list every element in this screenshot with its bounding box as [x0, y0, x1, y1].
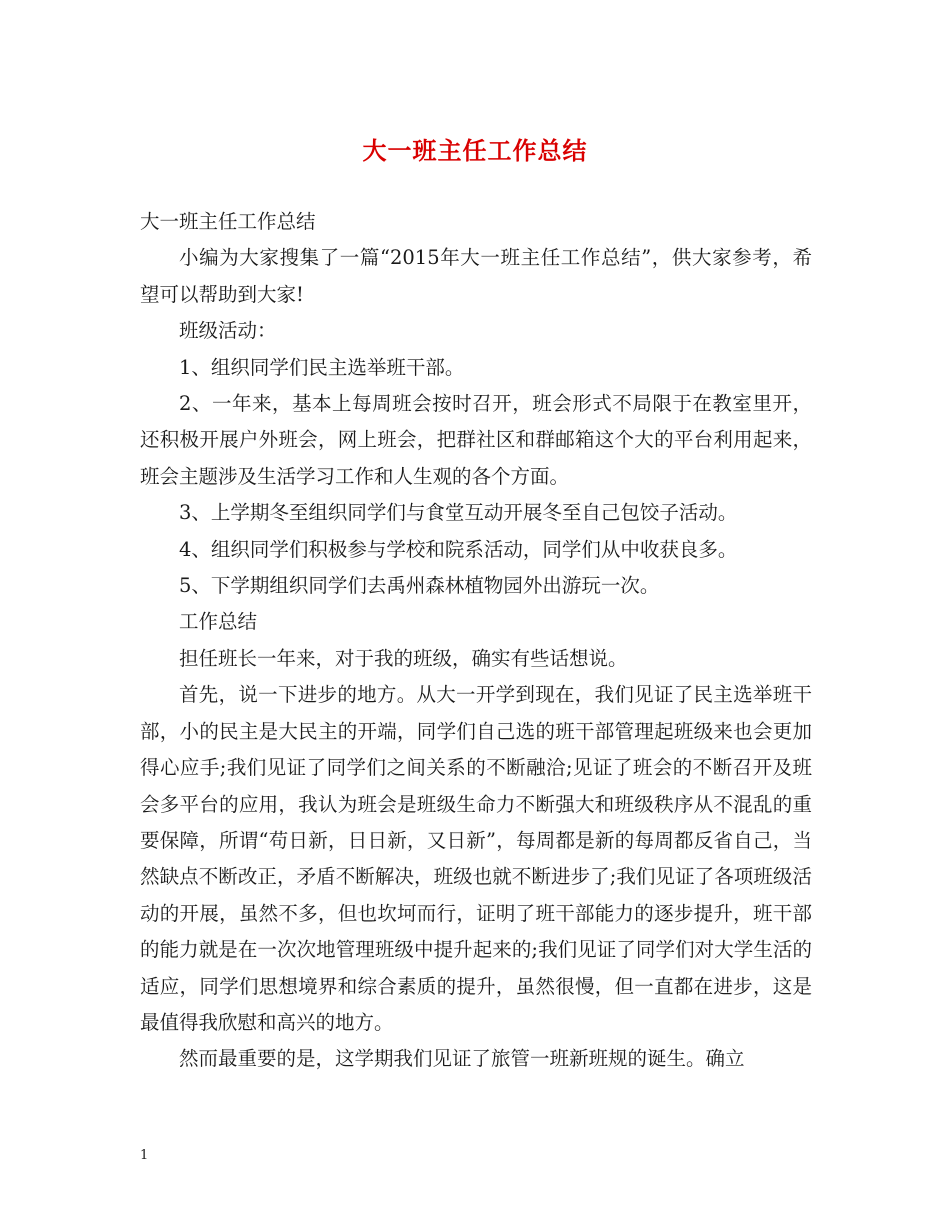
summary-paragraph-1: 担任班长一年来，对于我的班级，确实有些话想说。 [179, 646, 628, 670]
activity-item-5: 5、下学期组织同学们去禹州森林植物园外出游玩一次。 [179, 574, 660, 598]
section-heading-summary: 工作总结 [179, 610, 258, 634]
activity-item-4: 4、组织同学们积极参与学校和院系活动，同学们从中收获良多。 [179, 537, 738, 561]
activity-item-2: 2、一年来，基本上每周班会按时召开，班会形式不局限于在教室里开，还积极开展户外班会，网上班会，把群社区和群邮箱这个大的平台利用起来，班会主题涉及生活学习工作和人生观的各个方面。 [140, 392, 812, 488]
document-body [140, 204, 812, 1078]
section-heading-activities: 班级活动： [179, 319, 277, 343]
page-number: 1 [140, 1148, 149, 1163]
subtitle-line: 大一班主任工作总结 [140, 210, 316, 233]
summary-paragraph-2: 首先，说一下进步的地方。从大一开学到现在，我们见证了民主选举班干部，小的民主是大民主的开端，同学们自己选的班干部管理起班级来也会更加得心应手;我们见证了同学们之间关系的不断融洽;见证了班会的不断召开及班会多平台的应用，我认为班会是班级生命力不断强大和班级秩序从不混乱的重要保障，所谓“苟日新，日日新，又日新”，每周都是新的每周都反省自己，当然缺点不断改正，矛盾不断解决，班级也就不断进步了;我们见证了各项班级活动的开展，虽然不多，但也坎坷而行，证明了班干部能力的逐步提升，班干部的能力就是在一次次地管理班级中提升起来的;我们见证了同学们对大学生活的适应，同学们思想境界和综合素质的提升，虽然很慢，但一直都在进步，这是最值得我欣慰和高兴的地方。 [140, 683, 812, 1034]
summary-paragraph-3: 然而最重要的是，这学期我们见证了旅管一班新班规的诞生。确立 [179, 1047, 745, 1071]
activity-item-1: 1、组织同学们民主选举班干部。 [179, 355, 465, 379]
activity-item-3: 3、上学期冬至组织同学们与食堂互动开展冬至自己包饺子活动。 [179, 501, 738, 525]
document-title: 大一班主任工作总结 [362, 136, 588, 165]
intro-paragraph: 小编为大家搜集了一篇“2015年大一班主任工作总结”，供大家参考，希望可以帮助到大家! [140, 246, 812, 306]
